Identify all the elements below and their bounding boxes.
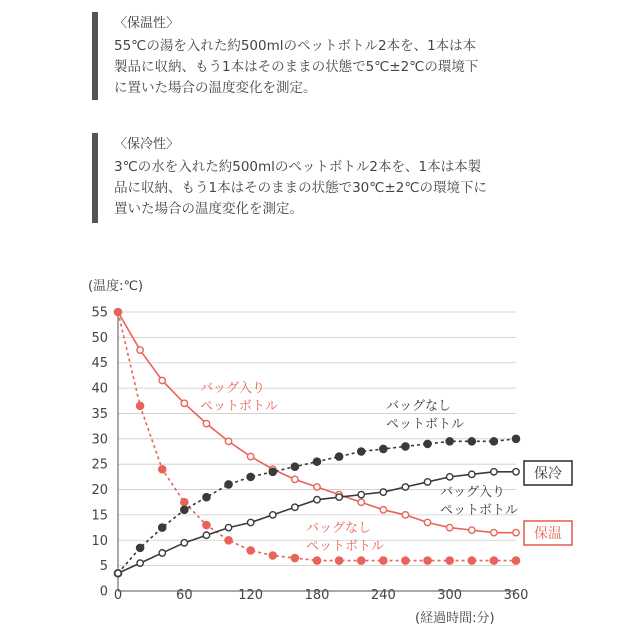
data-point (468, 557, 475, 564)
data-point (137, 560, 143, 566)
annotation-warm-bag: バッグ入り (200, 381, 266, 396)
data-point (380, 557, 387, 564)
data-point (513, 529, 519, 535)
data-point (203, 494, 210, 501)
data-point (446, 474, 452, 480)
data-point (358, 499, 364, 505)
section-heading: 〈保冷性〉 (114, 137, 180, 152)
data-point (313, 458, 320, 465)
data-point (490, 557, 497, 564)
data-point (491, 529, 497, 535)
data-point (159, 550, 165, 556)
data-point (291, 463, 298, 470)
annotation-warm-nobag: バッグなし (306, 521, 372, 536)
legend-warm-label: 保温 (534, 526, 562, 542)
data-point (336, 557, 343, 564)
data-point (446, 524, 452, 530)
section-marker (92, 133, 98, 223)
data-point (159, 524, 166, 531)
data-point (446, 438, 453, 445)
x-tick-label: 120 (238, 588, 264, 603)
data-point (291, 554, 298, 561)
data-point (270, 512, 276, 518)
data-point (424, 519, 430, 525)
annotation-cold-bag: バッグ入り (440, 485, 506, 500)
annotation-cold-bag: ペットボトル (440, 503, 519, 518)
section-cold (92, 133, 612, 223)
y-axis-label: (温度:℃) (88, 279, 144, 294)
y-tick-label: 50 (91, 330, 108, 346)
section-marker (92, 12, 98, 100)
data-point (513, 469, 519, 475)
data-point (446, 557, 453, 564)
data-point (115, 570, 121, 576)
x-axis-label: (経過時間:分) (415, 611, 495, 626)
data-point (512, 557, 519, 564)
data-point (292, 504, 298, 510)
y-tick-label: 10 (91, 533, 108, 549)
x-tick-label: 240 (370, 588, 396, 603)
data-point (402, 443, 409, 450)
section-body (114, 36, 614, 99)
data-point (358, 448, 365, 455)
data-point (402, 512, 408, 518)
annotation-cold-nobag: バッグなし (386, 399, 452, 414)
data-point (225, 537, 232, 544)
x-tick-label: 180 (304, 588, 330, 603)
data-point (137, 402, 144, 409)
temperature-chart (0, 260, 640, 640)
data-point (380, 489, 386, 495)
y-tick-label: 25 (91, 457, 108, 473)
body-line: 3℃の水を入れた約500mlのペットボトル2本を、1本は本製 (114, 159, 482, 175)
data-point (512, 435, 519, 442)
data-point (380, 445, 387, 452)
y-tick-label: 5 (99, 559, 108, 575)
data-point (114, 308, 121, 315)
data-point (203, 420, 209, 426)
y-tick-label: 20 (91, 483, 108, 499)
annotation-warm-nobag: ペットボトル (306, 539, 385, 554)
body-line: 品に収納、もう1本はそのままの状態で30℃±2℃の環境下に (114, 180, 487, 196)
data-point (225, 481, 232, 488)
section-heading: 〈保温性〉 (114, 16, 180, 31)
data-point (203, 532, 209, 538)
data-point (314, 496, 320, 502)
section-body (114, 157, 614, 220)
annotation-cold-nobag: ペットボトル (386, 417, 465, 432)
data-point (402, 484, 408, 490)
x-tick-label: 60 (176, 588, 193, 603)
data-point (313, 557, 320, 564)
data-point (225, 438, 231, 444)
data-point (424, 440, 431, 447)
y-tick-label: 15 (91, 508, 108, 524)
data-point (247, 473, 254, 480)
data-point (203, 521, 210, 528)
data-point (469, 527, 475, 533)
data-point (314, 484, 320, 490)
x-tick-label: 0 (113, 588, 123, 603)
annotation-warm-bag: ペットボトル (200, 399, 279, 414)
data-point (269, 468, 276, 475)
data-point (137, 347, 143, 353)
data-point (380, 507, 386, 513)
data-point (181, 400, 187, 406)
y-tick-label: 40 (91, 381, 108, 397)
data-point (247, 519, 253, 525)
section-warm (92, 12, 612, 100)
body-line: に置いた場合の温度変化を測定。 (114, 80, 317, 96)
data-point (181, 506, 188, 513)
y-tick-label: 30 (91, 432, 108, 448)
y-tick-label: 55 (91, 305, 108, 321)
data-point (336, 494, 342, 500)
data-point (137, 544, 144, 551)
data-point (181, 540, 187, 546)
data-point (490, 438, 497, 445)
x-tick-label: 300 (437, 588, 463, 603)
data-point (358, 491, 364, 497)
data-point (269, 552, 276, 559)
x-tick-label: 360 (503, 588, 529, 603)
y-tick-label: 45 (91, 356, 108, 372)
data-point (336, 453, 343, 460)
y-tick-label: 0 (99, 584, 108, 600)
data-point (247, 547, 254, 554)
data-point (424, 479, 430, 485)
body-line: 置いた場合の温度変化を測定。 (114, 201, 303, 217)
data-point (424, 557, 431, 564)
data-point (181, 499, 188, 506)
data-point (491, 469, 497, 475)
data-point (358, 557, 365, 564)
body-line: 55℃の湯を入れた約500mlのペットボトル2本を、1本は本 (114, 38, 477, 54)
data-point (159, 377, 165, 383)
legend-cold-label: 保冷 (534, 466, 562, 482)
data-point (159, 466, 166, 473)
data-point (292, 476, 298, 482)
body-line: 製品に収納、もう1本はそのままの状態で5℃±2℃の環境下 (114, 59, 479, 75)
y-tick-label: 35 (91, 406, 108, 422)
data-point (225, 524, 231, 530)
data-point (247, 453, 253, 459)
data-point (469, 471, 475, 477)
data-point (468, 438, 475, 445)
data-point (402, 557, 409, 564)
